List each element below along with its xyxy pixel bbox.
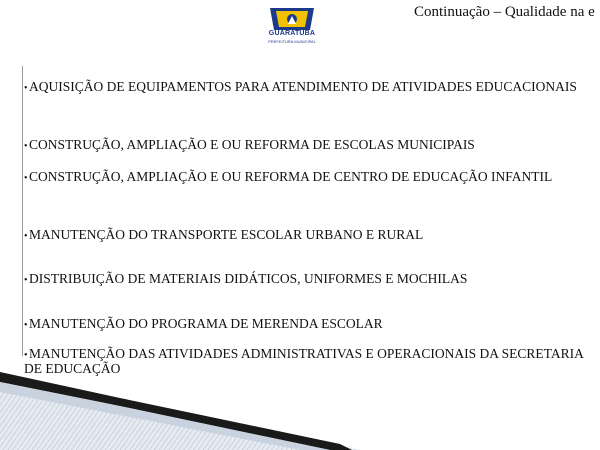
- page-title: Continuação – Qualidade na e: [414, 4, 595, 20]
- bullet-text: CONSTRUÇÃO, AMPLIAÇÃO E OU REFORMA DE ESCOLAS MUNICIPAIS: [29, 137, 475, 152]
- bullet-text: MANUTENÇÃO DO PROGRAMA DE MERENDA ESCOLAR: [29, 316, 383, 331]
- logo-subtitle: PREFEITURA MUNICIPAL: [268, 39, 316, 44]
- bullet-dot-icon: •: [24, 320, 28, 331]
- left-divider: [22, 66, 23, 356]
- bullet-text: AQUISIÇÃO DE EQUIPAMENTOS PARA ATENDIMENTO DE ATIVIDADES EDUCACIONAIS: [29, 79, 577, 94]
- list-item: [24, 80, 584, 95]
- bullet-dot-icon: •: [24, 231, 28, 242]
- bullet-text: MANUTENÇÃO DO TRANSPORTE ESCOLAR URBANO E RURAL: [29, 227, 424, 242]
- bullet-text: CONSTRUÇÃO, AMPLIAÇÃO E OU REFORMA DE CENTRO DE EDUCAÇÃO INFANTIL: [29, 169, 553, 184]
- decorative-swoosh: [0, 370, 600, 450]
- bullet-dot-icon: •: [24, 141, 28, 152]
- bullet-text: MANUTENÇÃO DAS ATIVIDADES ADMINISTRATIVAS E OPERACIONAIS DA SECRETARIA DE EDUCAÇÃO: [24, 346, 584, 376]
- list-item: [24, 272, 584, 287]
- bullet-dot-icon: •: [24, 173, 28, 184]
- list-item: [24, 138, 584, 153]
- list-item: [24, 228, 584, 243]
- list-item: [24, 317, 584, 332]
- logo-name: GUARATUBA: [268, 30, 316, 37]
- list-item: [24, 170, 584, 185]
- bullet-text: DISTRIBUIÇÃO DE MATERIAIS DIDÁTICOS, UNIFORMES E MOCHILAS: [29, 271, 468, 286]
- bullet-dot-icon: •: [24, 275, 28, 286]
- bullet-dot-icon: •: [24, 350, 28, 361]
- bullet-dot-icon: •: [24, 83, 28, 94]
